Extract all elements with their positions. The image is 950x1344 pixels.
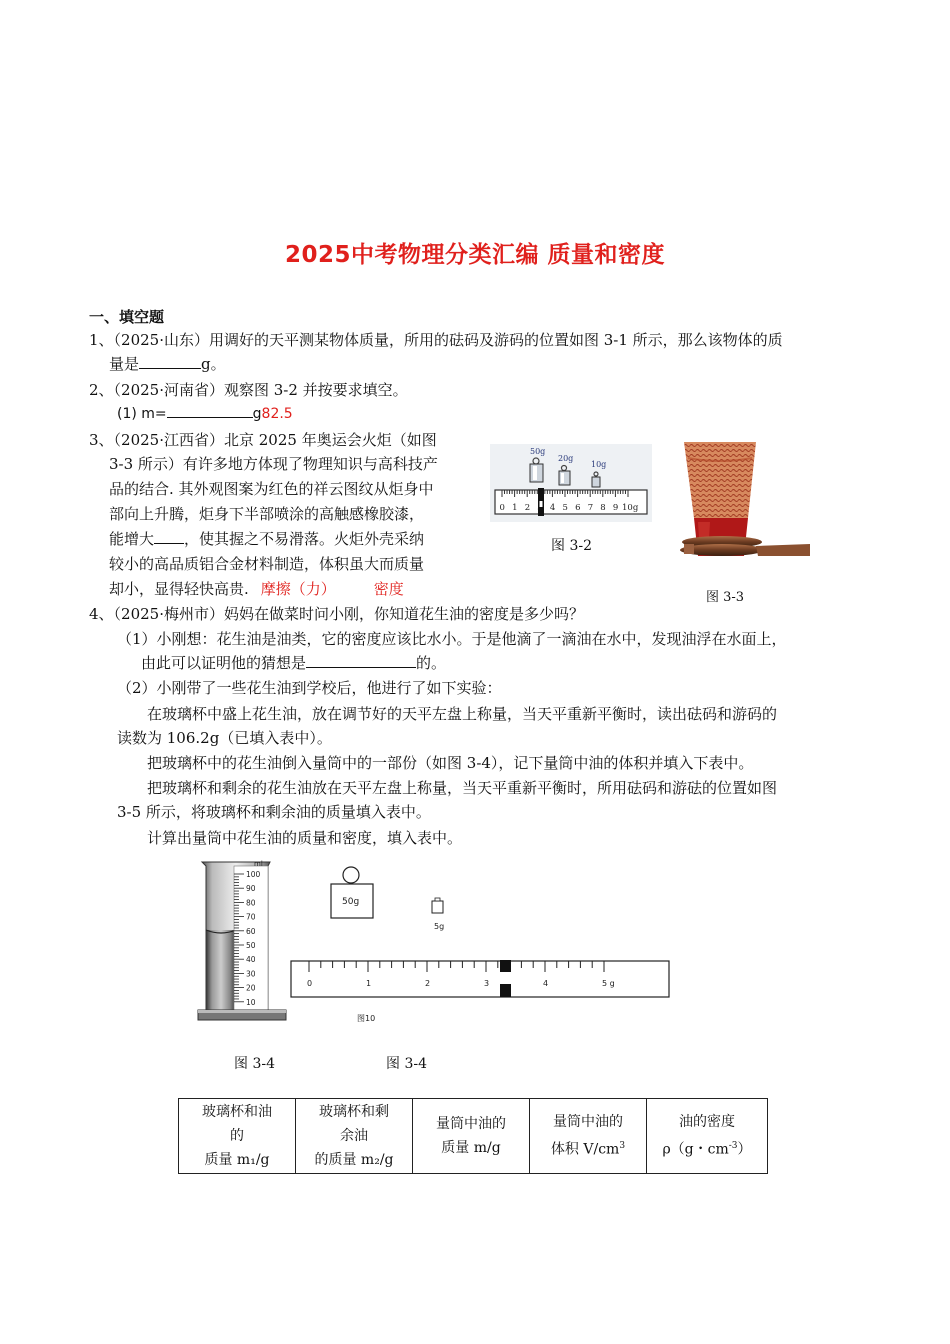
table-cell-m2[interactable] (296, 1099, 413, 1174)
q4-text: 由此可以证明他的猜想是 (141, 654, 307, 672)
q2-unit: g (252, 406, 262, 422)
q1-line2 (109, 352, 226, 376)
scale-label: 0 (499, 503, 505, 513)
cell-text: 的质量 m₂/g (314, 1152, 394, 1168)
scale-label: 9 (612, 503, 619, 513)
oil-column (206, 930, 236, 1010)
scale-label: 3 (484, 979, 490, 988)
weight-label-10g: 10g (591, 460, 607, 469)
slider-bottom (500, 984, 511, 997)
scale-label: 5 (562, 503, 568, 513)
cell-text: 质量 m/g (441, 1140, 501, 1156)
q1-text: 量是 (109, 355, 140, 373)
unit-label: ml (254, 860, 263, 868)
scale-label: 7 (587, 503, 594, 513)
slider-top (500, 960, 511, 972)
q3-line: 部向上升腾，炬身下半部喷涂的高触感橡胶漆， (109, 505, 425, 523)
scale-label: 10g (622, 503, 639, 513)
q3-text: 能增大 (109, 530, 155, 548)
scale-label: 8 (600, 503, 606, 513)
cylinder-label: 20 (246, 983, 256, 993)
weight-50g (331, 867, 373, 918)
figure-3-3-torch (678, 438, 812, 564)
q3-line: 3-3 所示）有许多地方体现了物理知识与高科技产 (109, 455, 438, 473)
q2-line1: 2、（2025·河南省）观察图 3-2 并按要求填空。 (89, 381, 408, 399)
weight-label-50g: 50g (342, 897, 360, 907)
weight-label-50g: 50g (530, 447, 546, 456)
answer-blank (167, 402, 253, 418)
figure-3-4-caption: 图 3-4 (234, 1056, 275, 1072)
q4-p2-line4: 把玻璃杯中的花生油倒入量筒中的一部份（如图 3-4），记下量筒中油的体积并填入下表中。 (147, 754, 754, 772)
q4-p2-line2: 在玻璃杯中盛上花生油，放在调节好的天平左盘上称量，当天平重新平衡时，读出砝码和游码的 (147, 705, 778, 723)
q4-text: 的。 (416, 654, 447, 672)
cylinder-label: 90 (246, 884, 256, 894)
q4-p2-line6: 3-5 所示，将玻璃杯和剩余油的质量填入表中。 (117, 803, 431, 821)
scale-label: 2 (524, 503, 531, 513)
figure-3-2-caption: 图 3-2 (551, 538, 592, 554)
scale-label: 1 (512, 503, 518, 513)
q3-line5 (109, 527, 424, 551)
cell-text: 量筒中油的 (436, 1116, 506, 1132)
answer-blank (139, 353, 201, 369)
cylinder-label: 80 (246, 898, 256, 908)
scale-label: 5 g (602, 979, 615, 988)
q3-line: 较小的高品质铝合金材料制造，体积虽大而质量 (109, 555, 425, 573)
answer-blank (154, 528, 184, 544)
q3-line7 (109, 577, 404, 601)
figure-3-5-balance (289, 862, 673, 1028)
q4-p2-line7: 计算出量筒中花生油的质量和密度，填入表中。 (147, 829, 463, 847)
cylinder-label: 70 (246, 912, 256, 922)
data-table (178, 1098, 768, 1174)
cell-text: 体积 $V/cm^3$ (550, 1141, 626, 1158)
cylinder-label: 100 (246, 870, 261, 879)
q3-answer2: 密度 (373, 580, 404, 598)
weight-label-20g: 20g (558, 454, 574, 463)
q4-p2-line5: 把玻璃杯和剩余的花生油放在天平左盘上称量，当天平重新平衡时，所用砝码和游砝的位置如图 (147, 779, 778, 797)
q4-line1: 4、（2025·梅州市）妈妈在做菜时问小刚，你知道花生油的密度是多少吗？ (89, 605, 584, 623)
table-cell-density[interactable] (647, 1099, 768, 1174)
scale-label: 4 (543, 979, 549, 988)
q2-line2 (117, 402, 293, 426)
hand (756, 544, 810, 556)
cell-text: 玻璃杯和剩 (319, 1104, 389, 1120)
q3-text: 却小，显得轻快高贵. (109, 580, 249, 598)
q3-line: 品的结合. 其外观图案为红色的祥云图纹从炬身中 (109, 480, 434, 498)
answer-blank (306, 652, 416, 668)
table-cell-m1[interactable] (179, 1099, 296, 1174)
inner-figure-label: 图10 (357, 1014, 376, 1023)
scale-label: 4 (549, 503, 556, 513)
q3-line: 3、（2025·江西省）北京 2025 年奥运会火炬（如图 (89, 431, 437, 449)
q4-p2-line1: （2）小刚带了一些花生油到学校后，他进行了如下实验： (117, 679, 502, 697)
cylinder-label: 30 (246, 969, 256, 979)
cylinder-label: 50 (246, 941, 256, 950)
q3-text: ，使其握之不易滑落。火炬外壳采纳 (184, 530, 425, 548)
scale-label: 2 (425, 979, 431, 988)
table-cell-volume[interactable] (530, 1099, 647, 1174)
cell-text: ρ（g・$cm^{-3}$） (662, 1141, 752, 1158)
q4-p2-line3: 读数为 106.2g（已填入表中）。 (117, 729, 332, 747)
weight-label-5g: 5g (434, 922, 445, 931)
cell-text: 油的密度 (679, 1114, 735, 1131)
torch-body (684, 442, 756, 518)
cell-text: 的 (230, 1128, 244, 1144)
scale-label: 0 (307, 979, 313, 988)
table-row (179, 1099, 768, 1174)
q2-label: (1) m= (117, 406, 167, 422)
scale-label: 6 (575, 503, 581, 513)
figure-3-4-cylinder (196, 858, 292, 1026)
q4-p1-line1: （1）小刚想：花生油是油类，它的密度应该比水小。于是他滴了一滴油在水中，发现油浮在水面上， (117, 630, 787, 648)
scale-label: 1 (366, 979, 372, 988)
q2-answer: 82.5 (261, 406, 293, 422)
cylinder-label: 40 (246, 955, 256, 965)
cylinder-label: 10 (246, 997, 256, 1007)
cell-text: 质量 m₁/g (204, 1152, 270, 1168)
table-cell-m[interactable] (413, 1099, 530, 1174)
q1-line1: 1、（2025·山东）用调好的天平测某物体质量，所用的砝码及游码的位置如图 3-1 所示，那么该物体的质 (89, 331, 783, 349)
cell-text: 余油 (340, 1128, 368, 1144)
q3-answer1: 摩擦（力） (260, 580, 336, 598)
cylinder-label: 60 (246, 926, 256, 936)
weight-5g (432, 898, 444, 931)
figure-3-2-balance (490, 444, 652, 522)
section-heading: 一、填空题 (89, 308, 165, 326)
page-title: 2025中考物理分类汇编 质量和密度 (284, 242, 666, 268)
figure-3-5-caption: 图 3-4 (386, 1056, 427, 1072)
cell-text: 玻璃杯和油 (202, 1104, 272, 1120)
q4-p1-line2 (141, 651, 446, 675)
figure-3-3-caption: 图 3-3 (706, 590, 745, 605)
cell-text: 量筒中油的 (553, 1114, 623, 1131)
q1-unit: g。 (201, 355, 226, 373)
